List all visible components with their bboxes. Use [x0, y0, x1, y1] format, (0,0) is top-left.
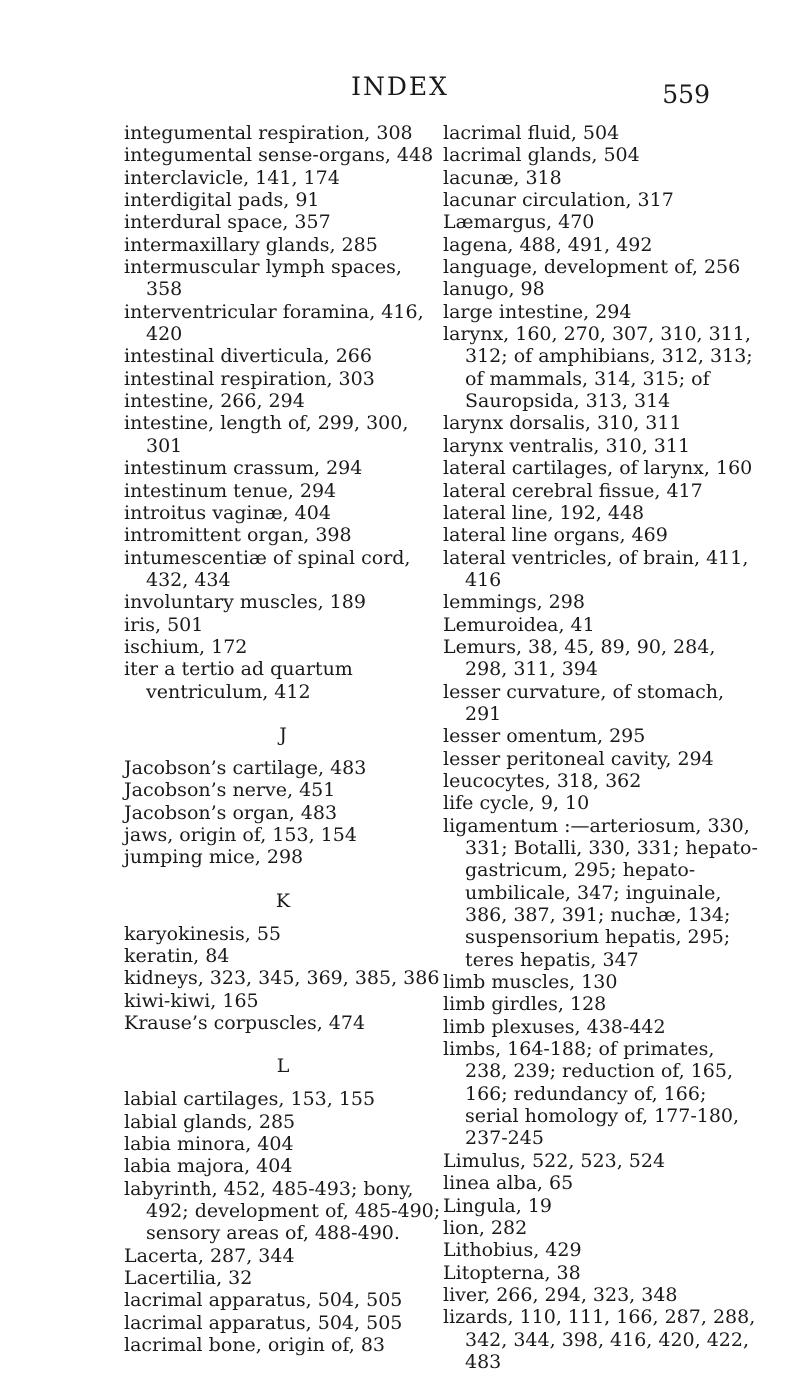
index-entry: larynx dorsalis, 310, 311	[443, 412, 682, 435]
index-entry: labia majora, 404	[124, 1155, 293, 1178]
index-entry: lizards, 110, 111, 166, 287, 288, 342, 344, 398, 416, 420, 422, 483	[443, 1306, 756, 1373]
index-entry: iter a tertio ad quartum ventriculum, 412	[124, 658, 353, 703]
index-entry: ligamentum :—arteriosum, 330, 331; Botalli, 330, 331; hepato-gastricum, 295; hepato-umbilicale, 347; inguinale, 386, 387, 391; nuchæ, 134; suspensorium hepatis, 295; teres hepatis, 347	[443, 814, 758, 971]
index-column-left	[124, 122, 442, 1357]
index-entry: intestinal diverticula, 266	[124, 345, 372, 368]
index-entry: interdigital pads, 91	[124, 189, 320, 212]
index-entry: lagena, 488, 491, 492	[443, 233, 653, 256]
index-entry: lesser omentum, 295	[443, 725, 646, 748]
index-entry: limb muscles, 130	[443, 971, 618, 994]
index-entry: lanugo, 98	[443, 278, 545, 301]
index-entry: lacunar circulation, 317	[443, 189, 674, 212]
index-entry: Jacobson’s nerve, 451	[124, 779, 336, 802]
index-entry: lacrimal bone, origin of, 83	[124, 1334, 385, 1357]
index-entry: lateral ventricles, of brain, 411, 416	[443, 546, 749, 591]
index-entry: Lacertilia, 32	[124, 1267, 253, 1290]
index-group-i	[124, 122, 442, 703]
index-entry: large intestine, 294	[443, 300, 632, 323]
section-letter-l: L	[276, 1055, 290, 1078]
index-entry: larynx ventralis, 310, 311	[443, 434, 691, 457]
index-entry: lacrimal apparatus, 504, 505	[124, 1289, 403, 1312]
running-head: INDEX	[351, 72, 449, 101]
index-entry: labyrinth, 452, 485-493; bony, 492; development of, 485-490; sensory areas of, 488-490.	[124, 1177, 441, 1245]
index-entry: karyokinesis, 55	[124, 922, 282, 945]
index-group-l	[124, 1088, 442, 1356]
index-entry: liver, 266, 294, 323, 348	[443, 1283, 678, 1306]
index-entry: Jacobson’s organ, 483	[124, 801, 338, 824]
index-entry: limb plexuses, 438-442	[443, 1015, 666, 1038]
page-header	[0, 72, 800, 112]
index-entry: lemmings, 298	[443, 591, 585, 614]
index-entry: introitus vaginæ, 404	[124, 501, 331, 524]
index-entry: interventricular foramina, 416, 420	[124, 300, 424, 346]
index-entry: Lingula, 19	[443, 1194, 552, 1217]
index-entry: Krause’s corpuscles, 474	[124, 1012, 366, 1035]
index-group-l-continued	[443, 122, 761, 1373]
index-entry: kiwi-kiwi, 165	[124, 989, 259, 1012]
index-entry: involuntary muscles, 189	[124, 591, 366, 614]
index-group-j	[124, 757, 442, 869]
index-entry: intestinum crassum, 294	[124, 457, 363, 480]
index-entry: labia minora, 404	[124, 1133, 294, 1156]
index-entry: lateral cartilages, of larynx, 160	[443, 457, 753, 480]
index-entry: Lemurs, 38, 45, 89, 90, 284, 298, 311, 394	[443, 635, 716, 681]
index-entry: Limulus, 522, 523, 524	[443, 1149, 666, 1172]
index-entry: Litopterna, 38	[443, 1261, 581, 1284]
index-entry: keratin, 84	[124, 945, 230, 967]
index-entry: integumental sense-organs, 448	[124, 144, 434, 167]
index-entry: lacrimal glands, 504	[443, 144, 640, 167]
index-entry: lateral cerebral fissue, 417	[443, 479, 703, 502]
index-entry: lion, 282	[443, 1216, 528, 1239]
index-entry: lesser peritoneal cavity, 294	[443, 747, 714, 770]
index-entry: intermaxillary glands, 285	[124, 233, 378, 256]
index-entry: interdural space, 357	[124, 211, 331, 234]
index-entry: Lithobius, 429	[443, 1239, 582, 1262]
page-number: 559	[662, 80, 710, 109]
section-letter-j: J	[279, 723, 287, 746]
index-entry: interclavicle, 141, 174	[124, 166, 340, 189]
index-entry: limb girdles, 128	[443, 993, 607, 1016]
index-entry: intromittent organ, 398	[124, 524, 352, 547]
index-entry: limbs, 164-188; of primates, 238, 239; reduction of, 165, 166; redundancy of, 166; serial homology of, 177-180, 237-245	[443, 1038, 740, 1150]
section-letter-k: K	[275, 889, 291, 912]
index-entry: Læmargus, 470	[443, 211, 595, 234]
index-entry: life cycle, 9, 10	[443, 792, 590, 815]
index-entry: lacrimal fluid, 504	[443, 122, 620, 144]
index-entry: lacrimal apparatus, 504, 505	[124, 1311, 403, 1334]
index-entry: Lemuroidea, 41	[443, 613, 595, 636]
index-entry: intestinum tenue, 294	[124, 479, 337, 502]
index-entry: jumping mice, 298	[124, 846, 304, 869]
index-entry: language, development of, 256	[443, 256, 741, 279]
index-entry: ischium, 172	[124, 635, 248, 658]
index-entry: jaws, origin of, 153, 154	[124, 823, 357, 846]
index-entry: larynx, 160, 270, 307, 310, 311, 312; of amphibians, 312, 313; of mammals, 314, 315; of Sauropsida, 313, 314	[443, 323, 753, 413]
index-entry: lateral line, 192, 448	[443, 501, 645, 524]
index-column-right	[443, 122, 761, 1373]
index-entry: intestinal respiration, 303	[124, 367, 375, 390]
index-entry: labial cartilages, 153, 155	[124, 1088, 376, 1111]
index-entry: Jacobson’s cartilage, 483	[124, 756, 367, 779]
index-entry: intumescentiæ of spinal cord, 432, 434	[124, 546, 411, 591]
index-entry: labial glands, 285	[124, 1110, 296, 1133]
index-entry: intestine, 266, 294	[124, 390, 305, 413]
index-entry: kidneys, 323, 345, 369, 385, 386	[124, 967, 440, 990]
index-entry: leucocytes, 318, 362	[443, 769, 642, 792]
index-entry: lacunæ, 318	[443, 166, 562, 189]
index-entry: linea alba, 65	[443, 1172, 574, 1195]
index-entry: intermuscular lymph spaces, 358	[124, 256, 402, 301]
index-entry: iris, 501	[124, 613, 204, 636]
index-entry: intestine, length of, 299, 300, 301	[124, 412, 409, 457]
index-entry: lateral line organs, 469	[443, 524, 668, 547]
index-entry: lesser curvature, of stomach, 291	[443, 680, 725, 725]
index-entry: Lacerta, 287, 344	[124, 1244, 295, 1267]
index-entry: integumental respiration, 308	[124, 122, 413, 144]
index-group-k	[124, 923, 442, 1035]
